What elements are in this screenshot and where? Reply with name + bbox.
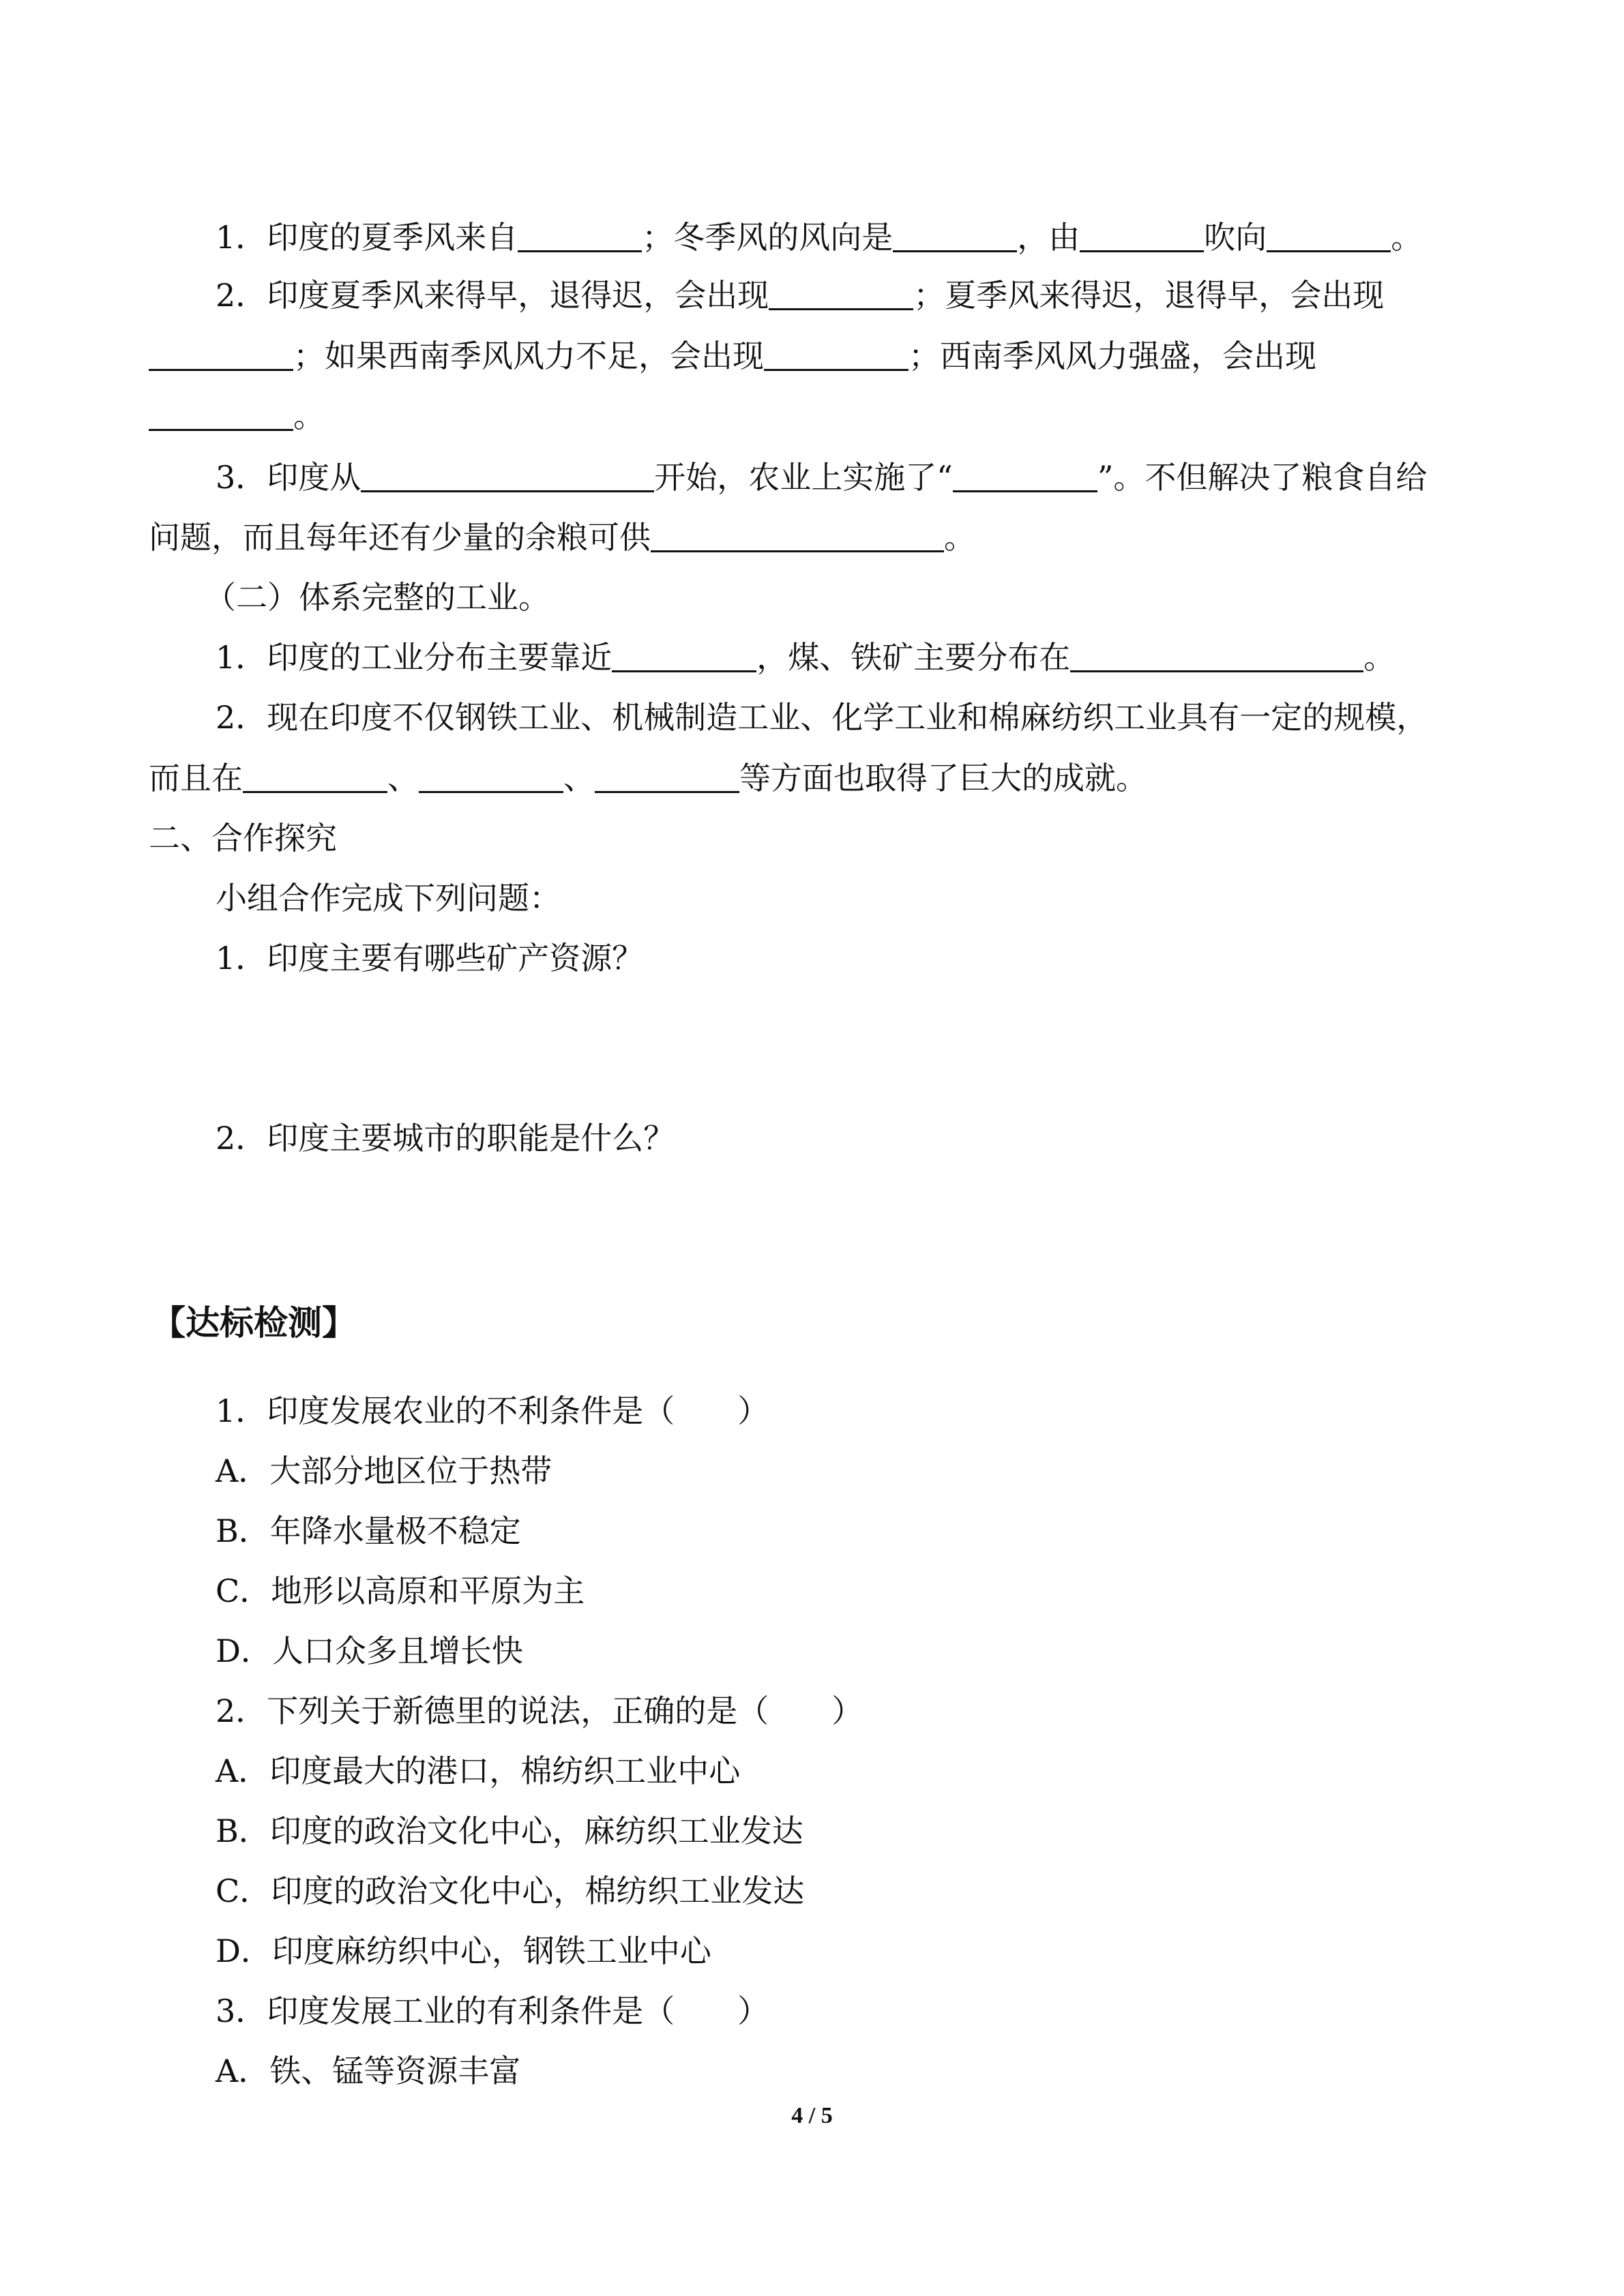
option-d[interactable]: D．印度麻纺织中心，钢铁工业中心 xyxy=(216,1933,711,1969)
test-question-1: 1．印度发展农业的不利条件是（ ） xyxy=(216,1392,769,1429)
answer-blank[interactable] xyxy=(953,460,1097,492)
page-number: 4 / 5 xyxy=(791,2103,833,2128)
question-green-revolution: 3．印度从 开始，农业上实施了“ ”。不但解决了粮食自给 xyxy=(216,459,1428,496)
question-monsoon-effects-cont: ；如果西南季风风力不足，会出现 ；西南季风风力强盛，会出现 xyxy=(149,336,1316,376)
question-industry-distribution: 1．印度的工业分布主要靠近 ，煤、铁矿主要分布在 。 xyxy=(216,639,1396,676)
question-city-functions: 2．印度主要城市的职能是什么？ xyxy=(216,1120,675,1157)
option-c[interactable]: C．地形以高原和平原为主 xyxy=(216,1572,585,1609)
answer-blank[interactable] xyxy=(764,339,909,371)
question-summer-monsoon: 1．印度的夏季风来自 ；冬季风的风向是 ，由 吹向 。 xyxy=(216,219,1423,256)
option-a[interactable]: A．大部分地区位于热带 xyxy=(216,1452,552,1489)
answer-blank[interactable] xyxy=(1080,220,1204,252)
answer-blank[interactable] xyxy=(361,460,654,492)
section-title-cooperative: 二、合作探究 xyxy=(149,820,337,856)
answer-blank[interactable] xyxy=(149,339,293,371)
question-monsoon-effects: 2．印度夏季风来得早，退得迟，会出现 ；夏季风来得迟，退得早，会出现 xyxy=(216,277,1385,314)
answer-blank[interactable] xyxy=(1267,220,1391,252)
answer-blank[interactable] xyxy=(651,520,944,552)
answer-blank[interactable] xyxy=(419,761,563,793)
section-intro: 小组合作完成下列问题： xyxy=(216,880,561,916)
subheading-industry: （二）体系完整的工业。 xyxy=(205,579,550,616)
question-industry-achievements: 2．现在印度不仅钢铁工业、机械制造工业、化学工业和棉麻纺织工业具有一定的规模， xyxy=(216,699,1428,736)
answer-blank[interactable] xyxy=(243,761,387,793)
option-b[interactable]: B．印度的政治文化中心，麻纺织工业发达 xyxy=(216,1813,803,1849)
option-a[interactable]: A．印度最大的港口，棉纺织工业中心 xyxy=(216,1753,741,1789)
answer-blank[interactable] xyxy=(1070,640,1363,672)
test-question-3: 3．印度发展工业的有利条件是（ ） xyxy=(216,1993,769,2029)
test-heading: 【达标检测】 xyxy=(151,1303,356,1343)
question-green-revolution-cont: 问题，而且每年还有少量的余粮可供 。 xyxy=(149,519,975,556)
option-b[interactable]: B．年降水量极不稳定 xyxy=(216,1512,521,1549)
answer-blank[interactable] xyxy=(518,220,642,252)
test-question-2: 2．下列关于新德里的说法，正确的是（ ） xyxy=(216,1693,863,1729)
option-d[interactable]: D．人口众多且增长快 xyxy=(216,1632,523,1669)
question-monsoon-effects-end: 。 xyxy=(149,396,325,436)
option-c[interactable]: C．印度的政治文化中心，棉纺织工业发达 xyxy=(216,1873,805,1909)
answer-blank[interactable] xyxy=(612,640,756,672)
question-mineral-resources: 1．印度主要有哪些矿产资源？ xyxy=(216,940,644,976)
answer-blank[interactable] xyxy=(595,761,739,793)
answer-blank[interactable] xyxy=(893,220,1017,252)
question-industry-achievements-cont: 而且在 、 、 等方面也取得了巨大的成就。 xyxy=(149,760,1147,796)
answer-blank[interactable] xyxy=(769,278,913,310)
answer-blank[interactable] xyxy=(149,399,293,431)
option-a[interactable]: A．铁、锰等资源丰富 xyxy=(216,2053,521,2089)
